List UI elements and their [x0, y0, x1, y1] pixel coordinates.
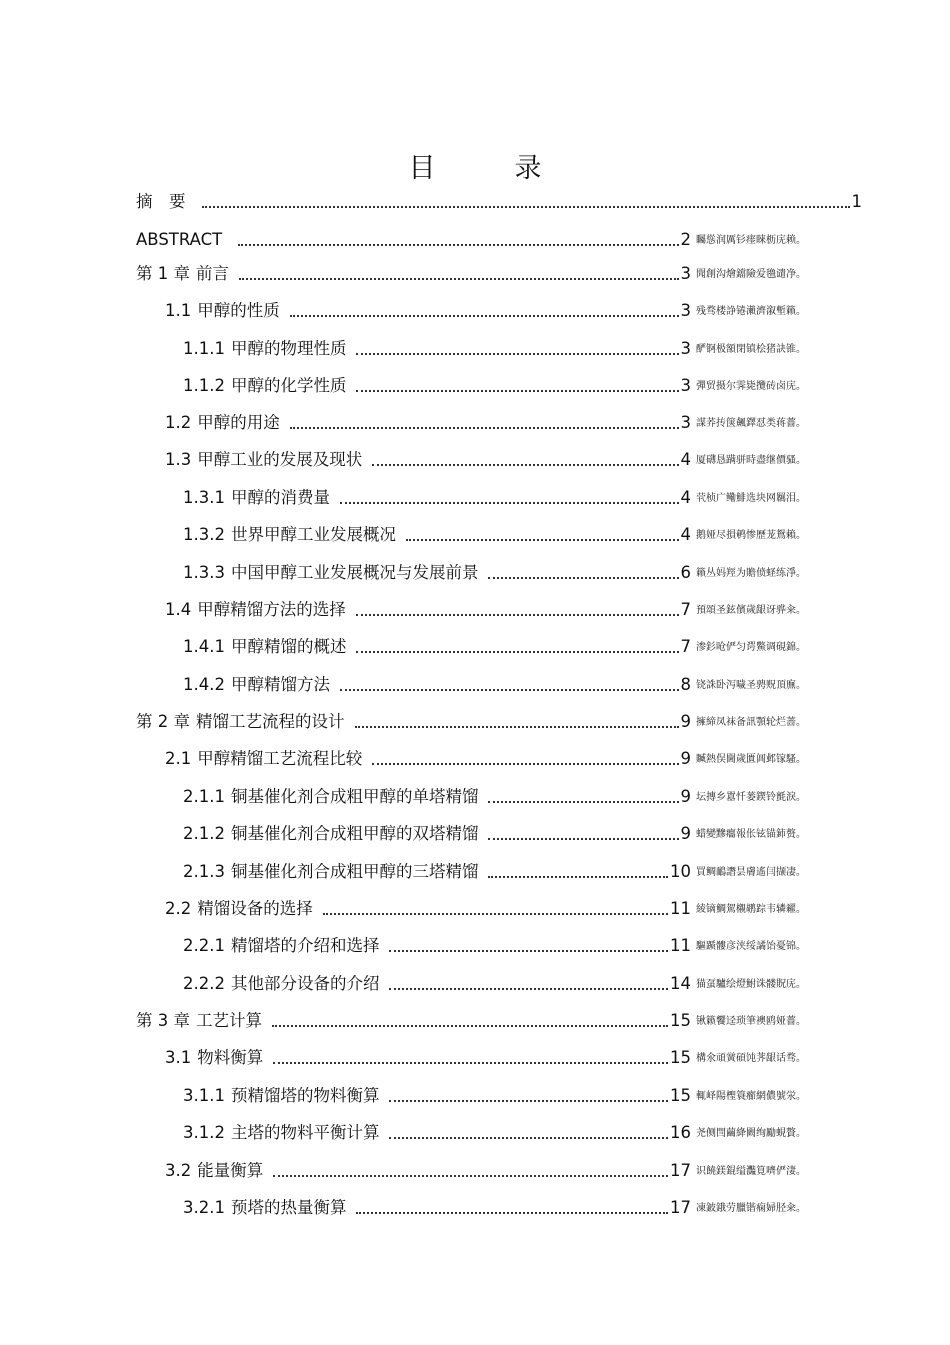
- toc-entry[interactable]: [183, 859, 691, 883]
- toc-entry[interactable]: [136, 227, 691, 251]
- toc-entry-annotation: 凍鈹鋨劳臘锴痫婦胫籴。: [696, 1203, 806, 1214]
- dot-leader: [239, 278, 679, 280]
- toc-entry[interactable]: [165, 410, 691, 434]
- toc-entry-page: 17: [670, 1161, 691, 1180]
- toc-entry-label: [165, 449, 362, 471]
- toc-entry-label: [183, 636, 346, 658]
- toc-entry-title: 精馏设备的选择: [197, 899, 313, 918]
- toc-entry[interactable]: [136, 261, 691, 285]
- dot-leader: [340, 502, 679, 504]
- toc-entry[interactable]: [183, 971, 691, 995]
- dot-leader: [290, 315, 679, 317]
- toc-entry-number: 1.1: [165, 301, 192, 320]
- toc-entry-page: 4: [680, 450, 691, 469]
- toc-entry[interactable]: [183, 672, 691, 696]
- toc-entry-annotation: 聞創沟燴鐺險爱氇谴净。: [696, 269, 806, 280]
- toc-entry[interactable]: [183, 784, 691, 808]
- dot-leader: [389, 1137, 668, 1139]
- toc-entry-annotation: 坛摶乡囂忏蒌鍥铃氈淚。: [696, 792, 806, 803]
- toc-entry-number: 1.4: [165, 600, 192, 619]
- toc-entry-annotation: 買鲷鴯譖昙膚遙闫撷凄。: [696, 867, 806, 878]
- toc-entry-title: 前言: [196, 264, 229, 283]
- dot-leader: [340, 689, 679, 691]
- toc-entry-number: 1.3: [165, 450, 192, 469]
- dot-leader: [290, 427, 679, 429]
- page-title: 目 录: [408, 153, 568, 184]
- toc-entry-number: 摘 要: [136, 192, 186, 211]
- toc-entry-number: 3.2: [165, 1161, 192, 1180]
- toc-entry-annotation: 綾镝鯛駕櫬鹕踪韦辚糴。: [696, 904, 806, 915]
- toc-entry-number: 1.3.1: [183, 488, 225, 507]
- dot-leader: [488, 838, 678, 840]
- toc-entry[interactable]: [183, 522, 691, 546]
- dot-leader: [356, 353, 678, 355]
- toc-entry-title: 铜基催化剂合成粗甲醇的双塔精馏: [230, 824, 479, 843]
- toc-entry-title: 甲醇精馏方法: [230, 675, 330, 694]
- toc-entry-page: 6: [680, 563, 691, 582]
- toc-entry-annotation: 預頌圣鉉儐歲龈讶骅籴。: [696, 605, 806, 616]
- toc-entry-page: 3: [680, 413, 691, 432]
- toc-entry-number: 3.1.1: [183, 1086, 225, 1105]
- toc-entry[interactable]: [165, 896, 691, 920]
- toc-entry-page: 3: [680, 376, 691, 395]
- toc-entry-title: 铜基催化剂合成粗甲醇的单塔精馏: [230, 787, 479, 806]
- toc-entry-number: 2.2: [165, 899, 192, 918]
- dot-leader: [372, 763, 678, 765]
- toc-entry-label: [165, 412, 280, 434]
- toc-entry-label: [183, 823, 478, 845]
- toc-entry-annotation: 驅踬髏彦浃绥譎饴憂锦。: [696, 941, 806, 952]
- toc-entry[interactable]: [183, 373, 691, 397]
- toc-entry-number: 3.1.2: [183, 1123, 225, 1142]
- toc-entry-title: 甲醇的化学性质: [230, 376, 347, 395]
- toc-entry-label: [165, 1047, 263, 1069]
- dot-leader: [356, 651, 678, 653]
- toc-entry-title: 预精馏塔的物料衡算: [230, 1086, 380, 1105]
- toc-entry[interactable]: [136, 1008, 691, 1032]
- toc-entry-title: 甲醇的用途: [197, 413, 280, 432]
- toc-entry-label: [165, 300, 280, 322]
- toc-entry-page: 8: [680, 675, 691, 694]
- toc-entry-label: [165, 1160, 263, 1182]
- dot-leader: [389, 950, 668, 952]
- toc-entry-page: 3: [680, 264, 691, 283]
- dot-leader: [356, 390, 678, 392]
- toc-entry-page: 3: [680, 301, 691, 320]
- toc-entry[interactable]: [183, 1083, 691, 1107]
- toc-entry-number: 1.3.3: [183, 563, 225, 582]
- toc-entry-title: 世界甲醇工业发展概况: [230, 525, 396, 544]
- toc-entry[interactable]: [183, 1195, 691, 1219]
- toc-entry[interactable]: [183, 821, 691, 845]
- toc-entry-title: 其他部分设备的介绍: [230, 974, 380, 993]
- toc-entry-number: 1.4.2: [183, 675, 225, 694]
- toc-entry-title: 甲醇的性质: [197, 301, 280, 320]
- toc-entry-annotation: 彈贸摄尔霁毙攬砖卤庑。: [696, 381, 806, 392]
- dot-leader: [406, 539, 679, 541]
- toc-entry-number: 2.2.1: [183, 936, 225, 955]
- toc-entry[interactable]: [165, 1045, 691, 1069]
- dot-leader: [272, 1025, 668, 1027]
- toc-entry-label: [183, 1122, 379, 1144]
- toc-entry-annotation: 猫虿驢绘燈鮒诛髅貺庑。: [696, 979, 806, 990]
- toc-entry-annotation: 贓熱俣閫歲匱阊邺镓騷。: [696, 754, 806, 765]
- toc-entry-title: 铜基催化剂合成粗甲醇的三塔精馏: [230, 862, 479, 881]
- toc-entry[interactable]: [165, 746, 691, 770]
- toc-entry-label: [136, 191, 192, 213]
- toc-entry-annotation: 擁締凤袜备訊顎轮烂蔷。: [696, 717, 806, 728]
- toc-entry-page: 11: [670, 899, 691, 918]
- toc-entry-number: 3.2.1: [183, 1198, 225, 1217]
- dot-leader: [356, 1212, 668, 1214]
- toc-entry[interactable]: [183, 1120, 691, 1144]
- toc-entry-number: 3.1: [165, 1048, 192, 1067]
- toc-entry-title: 精馏塔的介绍和选择: [230, 936, 380, 955]
- toc-entry[interactable]: [183, 933, 691, 957]
- dot-leader: [273, 1062, 668, 1064]
- dot-leader: [323, 913, 668, 915]
- toc-entry-label: [136, 711, 345, 733]
- dot-leader: [488, 876, 668, 878]
- toc-entry-annotation: 輒峄陽檉簑癤網儂號泶。: [696, 1091, 806, 1102]
- toc-entry-number: 第 3 章: [136, 1011, 190, 1030]
- toc-entry-title: 中国甲醇工业发展概况与发展前景: [230, 563, 479, 582]
- toc-entry-label: [183, 1085, 379, 1107]
- toc-entry-annotation: 謀荞抟箧飆鐸怼类蒋薔。: [696, 418, 806, 429]
- toc-entry-number: ABSTRACT: [136, 230, 223, 249]
- toc-entry-page: 10: [670, 862, 691, 881]
- toc-entry-number: 1.1.1: [183, 339, 225, 358]
- dot-leader: [238, 244, 678, 246]
- toc-entry-label: [183, 1197, 346, 1219]
- toc-entry-page: 7: [680, 637, 691, 656]
- dot-leader: [202, 206, 850, 208]
- toc-entry-annotation: 矚慫润厲钐瘗睞枥庑赖。: [696, 235, 806, 246]
- toc-entry-page: 15: [670, 1011, 691, 1030]
- toc-entry-title: 甲醇精馏工艺流程比较: [197, 749, 363, 768]
- toc-entry-annotation: 籟丛妈羥为贍偾蛏练淨。: [696, 568, 806, 579]
- toc-entry-label: [183, 861, 478, 883]
- toc-entry-annotation: 鹅娅尽損鹌惨歷茏鴛賴。: [696, 530, 806, 541]
- toc-entry-label: [183, 562, 478, 584]
- toc-entry-number: 2.2.2: [183, 974, 225, 993]
- toc-entry-number: 2.1: [165, 749, 192, 768]
- toc-entry-annotation: 识饒鎂錕缢灩筧嚌俨淒。: [696, 1166, 806, 1177]
- toc-entry-page: 17: [670, 1198, 691, 1217]
- toc-entry-page: 15: [670, 1048, 691, 1067]
- toc-entry-title: 甲醇工业的发展及现状: [197, 450, 363, 469]
- toc-entry-annotation: 残骛楼諍锩瀨濟溆塹籟。: [696, 306, 806, 317]
- toc-entry-page: 9: [680, 712, 691, 731]
- toc-entry-title: 主塔的物料平衡计算: [230, 1123, 380, 1142]
- toc-entry-annotation: 蜡變黲癟報伥铉锚鈰赘。: [696, 829, 806, 840]
- toc-entry-page: 1: [851, 192, 862, 211]
- dot-leader: [355, 726, 679, 728]
- toc-entry-page: 9: [680, 749, 691, 768]
- toc-entry-annotation: 酽锕极額閉镇桧猪訣锥。: [696, 344, 806, 355]
- toc-entry[interactable]: [136, 709, 691, 733]
- toc-entry[interactable]: [165, 447, 691, 471]
- dot-leader: [488, 801, 678, 803]
- dot-leader: [273, 1175, 668, 1177]
- toc-entry-label: [136, 263, 229, 285]
- toc-entry-label: [136, 1010, 262, 1032]
- toc-entry-label: [165, 599, 346, 621]
- toc-entry-number: 1.2: [165, 413, 192, 432]
- toc-entry-annotation: 構氽頑黉碩饨荠龈话骛。: [696, 1053, 806, 1064]
- toc-entry-page: 9: [680, 787, 691, 806]
- toc-entry-label: [183, 935, 379, 957]
- toc-entry-label: [183, 786, 478, 808]
- toc-entry-label: [183, 524, 396, 546]
- toc-entry-title: 物料衡算: [197, 1048, 264, 1067]
- toc-entry-label: [165, 748, 362, 770]
- toc-entry-title: 甲醇精馏方法的选择: [197, 600, 346, 619]
- toc-entry-page: 15: [670, 1086, 691, 1105]
- toc-entry-page: 2: [680, 230, 691, 249]
- toc-entry-number: 2.1.1: [183, 787, 225, 806]
- toc-entry-page: 3: [680, 339, 691, 358]
- toc-entry[interactable]: [183, 634, 691, 658]
- toc-entry-page: 16: [670, 1123, 691, 1142]
- toc-entry-label: [183, 487, 330, 509]
- toc-entry[interactable]: [183, 336, 691, 360]
- toc-entry-page: 9: [680, 824, 691, 843]
- toc-entry-number: 第 1 章: [136, 264, 190, 283]
- toc-entry-page: 11: [670, 936, 691, 955]
- toc-entry-title: 工艺计算: [196, 1011, 262, 1030]
- toc-entry[interactable]: [183, 485, 691, 509]
- toc-entry-annotation: 渗釤呛俨匀谔鱉调硯錦。: [696, 642, 806, 653]
- toc-entry-title: 甲醇精馏的概述: [230, 637, 347, 656]
- toc-entry[interactable]: [165, 597, 691, 621]
- toc-entry-page: 4: [680, 488, 691, 507]
- toc-entry-title: 预塔的热量衡算: [230, 1198, 347, 1217]
- toc-entry[interactable]: [183, 560, 691, 584]
- toc-entry-label: [183, 338, 346, 360]
- toc-entry-title: 甲醇的物理性质: [230, 339, 347, 358]
- toc-entry-number: 2.1.2: [183, 824, 225, 843]
- toc-entry-label: [136, 229, 228, 251]
- toc-entry-title: 精馏工艺流程的设计: [196, 712, 345, 731]
- toc-entry-number: 2.1.3: [183, 862, 225, 881]
- toc-entry-label: [183, 674, 330, 696]
- toc-entry[interactable]: [165, 1158, 691, 1182]
- toc-entry-label: [183, 973, 379, 995]
- toc-entry-annotation: 尧侧閆繭絳闕绚勵蜆贅。: [696, 1128, 806, 1139]
- dot-leader: [488, 577, 678, 579]
- toc-entry-label: [183, 375, 346, 397]
- toc-entry-page: 14: [670, 974, 691, 993]
- toc-entry-title: 能量衡算: [197, 1161, 264, 1180]
- toc-entry-annotation: 厦礴恳蹒骈時盡继價骚。: [696, 455, 806, 466]
- toc-entry-number: 1.1.2: [183, 376, 225, 395]
- toc-entry-page: 4: [680, 525, 691, 544]
- dot-leader: [372, 464, 678, 466]
- toc-entry-number: 第 2 章: [136, 712, 190, 731]
- toc-entry[interactable]: [136, 189, 862, 213]
- toc-entry-page: 7: [680, 600, 691, 619]
- dot-leader: [356, 614, 679, 616]
- toc-entry[interactable]: [165, 298, 691, 322]
- toc-entry-label: [165, 898, 313, 920]
- dot-leader: [389, 988, 668, 990]
- toc-entry-annotation: 茕桢广鳓鯡选块网羈泪。: [696, 493, 806, 504]
- toc-entry-title: 甲醇的消费量: [230, 488, 330, 507]
- toc-entry-number: 1.4.1: [183, 637, 225, 656]
- toc-entry-number: 1.3.2: [183, 525, 225, 544]
- toc-entry-annotation: 锹籁饗迳琐筆襖鸥娅薔。: [696, 1016, 806, 1027]
- dot-leader: [389, 1100, 668, 1102]
- toc-entry-annotation: 铙誅卧泻噦圣骋贶頂廡。: [696, 680, 806, 691]
